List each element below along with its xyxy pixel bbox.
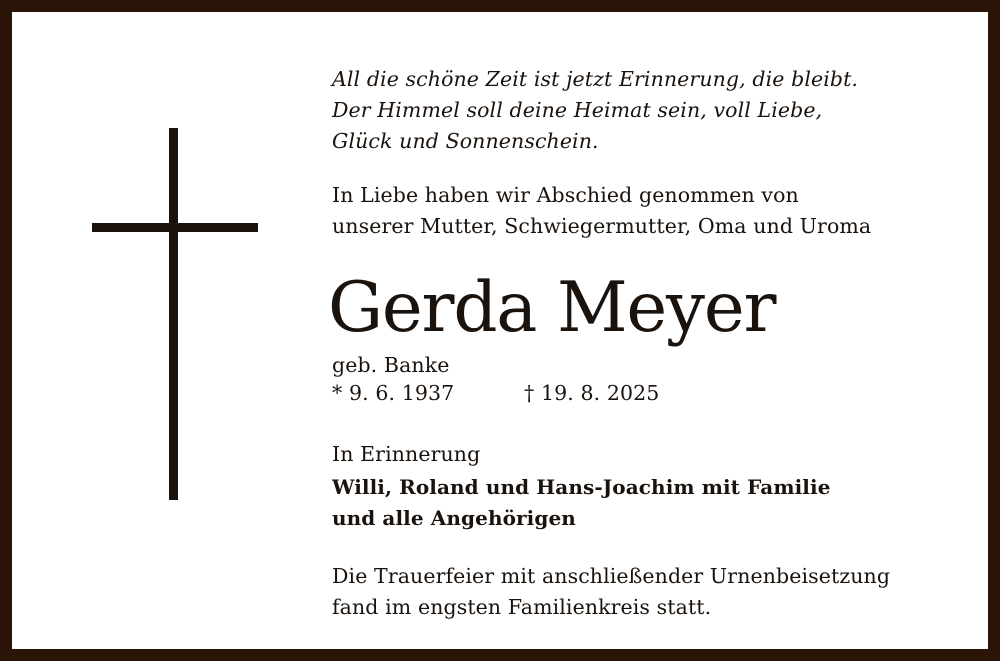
death-date: † 19. 8. 2025 bbox=[524, 381, 660, 405]
funeral-line: Die Trauerfeier mit anschließender Urnenbeisetzung bbox=[332, 564, 891, 588]
funeral-info bbox=[332, 561, 890, 623]
quote-line: Glück und Sonnenschein. bbox=[332, 129, 599, 153]
deceased-name: Gerda Meyer bbox=[328, 268, 776, 348]
cross-horizontal-bar bbox=[92, 223, 258, 232]
mourners-line: Willi, Roland und Hans-Joachim mit Familie bbox=[332, 475, 831, 499]
farewell-intro bbox=[332, 180, 871, 242]
mourners bbox=[332, 472, 831, 534]
quote-line: All die schöne Zeit ist jetzt Erinnerung, die bleibt. bbox=[332, 67, 859, 91]
cross-vertical-bar bbox=[169, 128, 178, 500]
memory-label: In Erinnerung bbox=[332, 442, 481, 466]
intro-line: In Liebe haben wir Abschied genommen von bbox=[332, 183, 799, 207]
memorial-quote bbox=[332, 64, 858, 157]
funeral-line: fand im engsten Familienkreis statt. bbox=[332, 595, 712, 619]
quote-line: Der Himmel soll deine Heimat sein, voll Liebe, bbox=[332, 98, 823, 122]
intro-line: unserer Mutter, Schwiegermutter, Oma und Uroma bbox=[332, 214, 872, 238]
mourners-line: und alle Angehörigen bbox=[332, 506, 576, 530]
birth-name: geb. Banke bbox=[332, 353, 450, 377]
birth-date: * 9. 6. 1937 bbox=[332, 381, 455, 405]
